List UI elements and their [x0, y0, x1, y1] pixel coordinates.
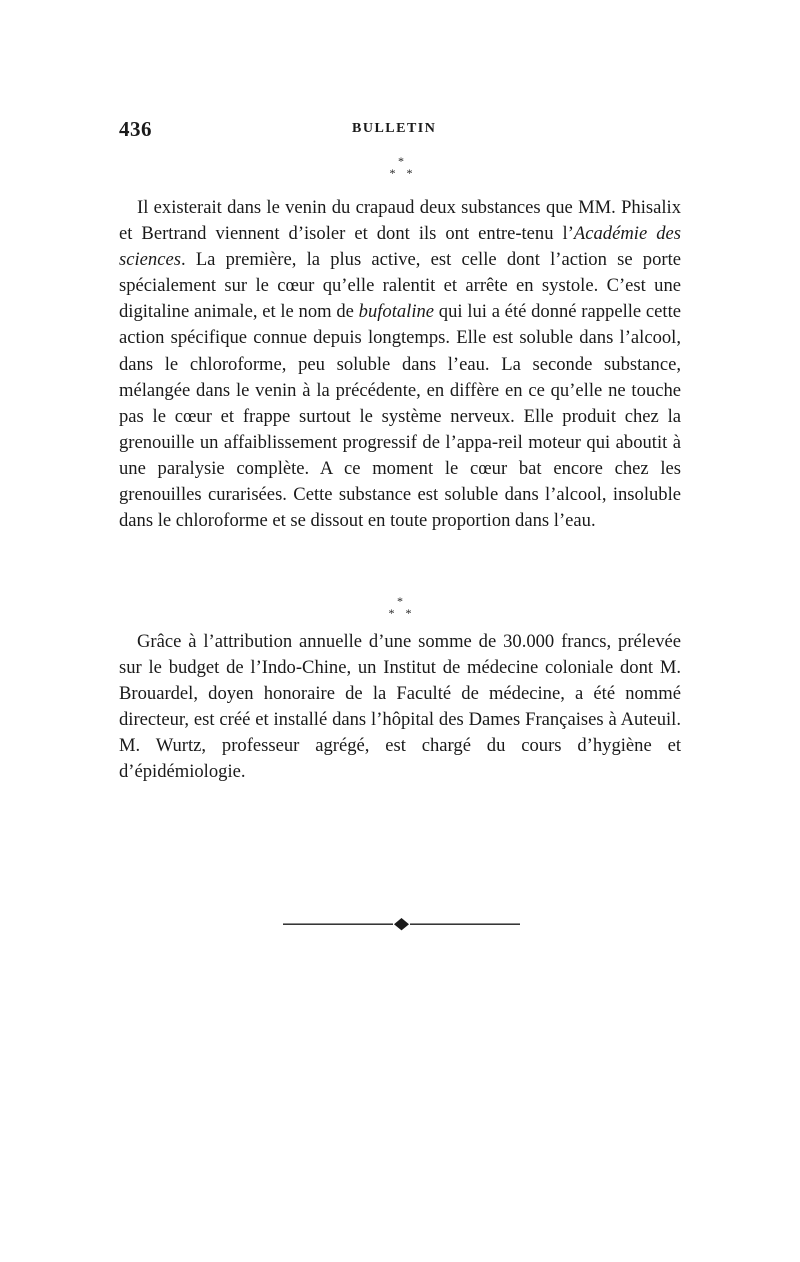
- asterism-separator: [380, 595, 420, 621]
- diamond-rule-ornament-icon: [283, 916, 520, 932]
- running-head: BULLETIN: [352, 121, 437, 136]
- asterism-top: *: [398, 154, 404, 168]
- asterism-bottom: * *: [389, 166, 417, 180]
- asterism-separator: [381, 155, 421, 181]
- asterism-bottom: * *: [388, 606, 416, 620]
- paragraph-toad-venom: [119, 195, 681, 534]
- italic-bufotaline: bufotaline: [358, 301, 435, 323]
- paragraph-text: qui lui a été donné rappelle cette action spécifique connue depuis longtemps. Elle est soluble dans l’alcool, dans le chloroforme, peu soluble dans l’eau. La seconde substance, mélangée dans le venin à la précédente, en diffère en ce qu’elle ne touche pas le cœur et frappe surtout le système nerveux. Elle produit chez la grenouille un affaiblissement progressif de l’appa-reil moteur qui aboutit à une paralysie complète. A ce moment le cœur bat encore chez les grenouilles curarisées. Cette substance est soluble dans l’alcool, insoluble dans le chloroforme et se dissout en toute proportion dans l’eau.: [119, 301, 682, 532]
- paragraph-text: Il existerait dans le venin du crapaud deux substances que MM. Phisalix et Bertrand viennent d’isoler et dont ils ont entre-tenu l’: [119, 197, 681, 245]
- paragraph-institute: [119, 629, 681, 786]
- paragraph-text: Grâce à l’attribution annuelle d’une somme de 30.000 francs, prélevée sur le budget de l’Indo-Chine, un Institut de médecine coloniale dont M. Brouardel, doyen honoraire de la Faculté de médecine, a été nommé directeur, est créé et installé dans l’hôpital des Dames Françaises à Auteuil. M. Wurtz, professeur agrégé, est chargé du cours d’hygiène et d’épidémiologie.: [119, 631, 681, 783]
- asterism-top: *: [397, 594, 403, 608]
- paragraph-text: . La première, la plus active, est celle dont l’action se porte spécialement sur le cœur qu’elle ralentit et arrête en systole. C’est une digitaline animale, et le nom de: [119, 249, 681, 323]
- italic-academie: Académie des sciences: [119, 223, 681, 271]
- page-number: 436: [119, 117, 152, 141]
